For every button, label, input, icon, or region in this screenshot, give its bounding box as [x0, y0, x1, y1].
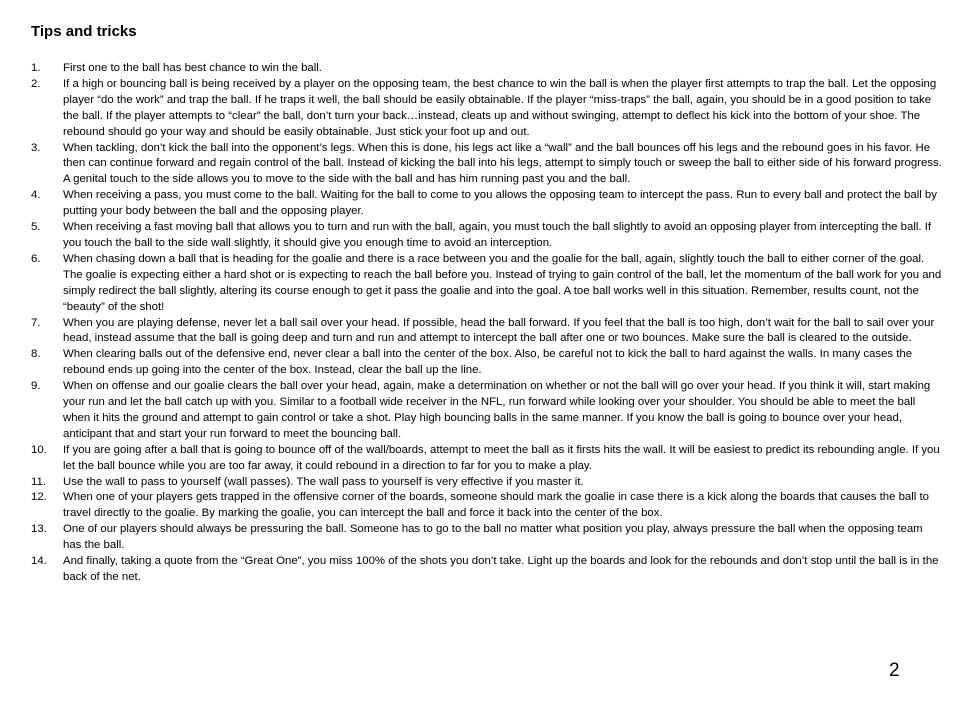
list-item-number: 2. [31, 77, 41, 90]
list-item-text: When on offense and our goalie clears the ball over your head, again, make a determination on whether or not the ball will go over your head. If you think it will, start making your run and let the ball catch up with you. Similar to a football wide receiver in the NFL, run forward while looking over your shoulder. You should be able to meet the ball when it hits the ground and attempt to gain control or take a shot. Play high bouncing balls in the same manner. If you know the ball is going to bounce over your head, anticipant that and start your run forward to meet the bouncing ball. [63, 380, 931, 440]
list-item-text: And finally, taking a quote from the “Great One”, you miss 100% of the shots you don’t take. Light up the boards and look for the rebounds and don’t stop until the ball is in the back of the net. [63, 555, 939, 583]
list-item [31, 554, 943, 586]
list-item [31, 443, 943, 475]
list-item-number: 13. [31, 523, 47, 536]
list-item-text: If you are going after a ball that is going to bounce off of the wall/boards, attempt to meet the ball as it firsts hits the wall. It will be easiest to predict its rebounding angle. If you let the ball bounce while you are too far away, it could rebound in a direction to far for you to make a play. [63, 443, 940, 472]
list-item [31, 61, 943, 77]
list-item [31, 220, 943, 252]
list-item-number: 8. [31, 348, 41, 361]
list-item [31, 522, 943, 554]
list-item-text: If a high or bouncing ball is being received by a player on the opposing team, the best chance to win the ball is when the player first attempts to trap the ball. Let the opposing player “do the work” and trap the ball. If he traps it well, the ball should be easily obtainable. If the player “miss-traps” the ball, again, you should be in a good position to take the ball. If the player attempts to “clear” the ball, don’t turn your back…instead, cleats up and without swinging, attempt to deflect his kick into the bottom of your shoe. The rebound should go your way and should be easily obtainable. Just stick your foot up and out. [63, 77, 937, 138]
list-item-number: 9. [31, 380, 41, 393]
list-item-number: 11. [31, 475, 46, 488]
list-item-number: 12. [31, 491, 47, 504]
page-title: Tips and tricks [31, 23, 137, 40]
list-item-number: 5. [31, 221, 41, 234]
list-item-text: When chasing down a ball that is heading for the goalie and there is a race between you and the goalie for the ball, again, slightly touch the ball to either corner of the goal. The goalie is expecting either a hard shot or is expecting to reach the ball before you. Instead of trying to gain control of the ball, let the momentum of the ball work for you and simply redirect the ball slightly, altering its course enough to get it pass the goalie and into the goal. A toe ball works well in this situation. Remember, results count, not the “beauty” of the shot! [63, 252, 942, 313]
list-item-text: First one to the ball has best chance to win the ball. [63, 62, 322, 74]
list-item-text: When tackling, don’t kick the ball into the opponent’s legs. When this is done, his legs act like a “wall” and the ball bounces off his legs and the rebound goes in his favor. He then can continue forward and regain control of the ball. Instead of kicking the ball into his legs, attempt to simply touch or sweep the ball to either side of his forward progress. A genital touch to the side allows you to move to the side with the ball and has him running past you and the ball. [63, 141, 942, 186]
list-item-number: 4. [31, 189, 41, 202]
list-item-number: 6. [31, 252, 41, 265]
list-item [31, 490, 943, 522]
list-item-number: 10. [31, 443, 47, 456]
list-item-number: 3. [31, 141, 41, 154]
tips-list [31, 61, 943, 586]
list-item-text: When receiving a pass, you must come to the ball. Waiting for the ball to come to you allows the opposing team to intercept the pass. Run to every ball and protect the ball by putting your body between the ball and the opposing player. [63, 189, 937, 218]
list-item-text: When receiving a fast moving ball that allows you to turn and run with the ball, again, you must touch the ball slightly to avoid an opposing player from intercepting the ball. If you touch the ball to the side wall slightly, it should give you enough time to avoid an interception. [63, 221, 932, 249]
list-item-number: 7. [31, 316, 41, 329]
list-item [31, 77, 943, 141]
page-number: 2 [889, 660, 900, 681]
list-item-text: One of our players should always be pressuring the ball. Someone has to go to the ball no matter what position you play, always pressure the ball when the opposing team has the ball. [63, 523, 923, 552]
list-item-text: When clearing balls out of the defensive end, never clear a ball into the center of the box. Also, be careful not to kick the ball to hard against the walls. In many cases the rebound ends up going into the center of the box. Instead, clear the ball up the line. [63, 348, 913, 377]
list-item [31, 252, 943, 316]
list-item-text: Use the wall to pass to yourself (wall passes). The wall pass to yourself is very effective if you master it. [63, 475, 584, 488]
list-item [31, 347, 943, 379]
list-item [31, 379, 943, 443]
list-item-number: 1. [31, 62, 41, 74]
list-item [31, 475, 943, 491]
list-item [31, 188, 943, 220]
list-item [31, 141, 943, 189]
list-item-number: 14. [31, 555, 47, 568]
list-item-text: When you are playing defense, never let a ball sail over your head. If possible, head the ball forward. If you feel that the ball is too high, don’t wait for the ball to sail over your head, instead assume that the ball is going deep and turn and run and attempt to intercept the ball after one or two bounces. Make sure the ball is cleared to the outside. [63, 316, 935, 345]
list-item-text: When one of your players gets trapped in the offensive corner of the boards, someone should mark the goalie in case there is a kick along the boards that causes the ball to travel directly to the goalie. By marking the goalie, you can intercept the ball and force it back into the center of the box. [63, 491, 929, 520]
list-item [31, 316, 943, 348]
